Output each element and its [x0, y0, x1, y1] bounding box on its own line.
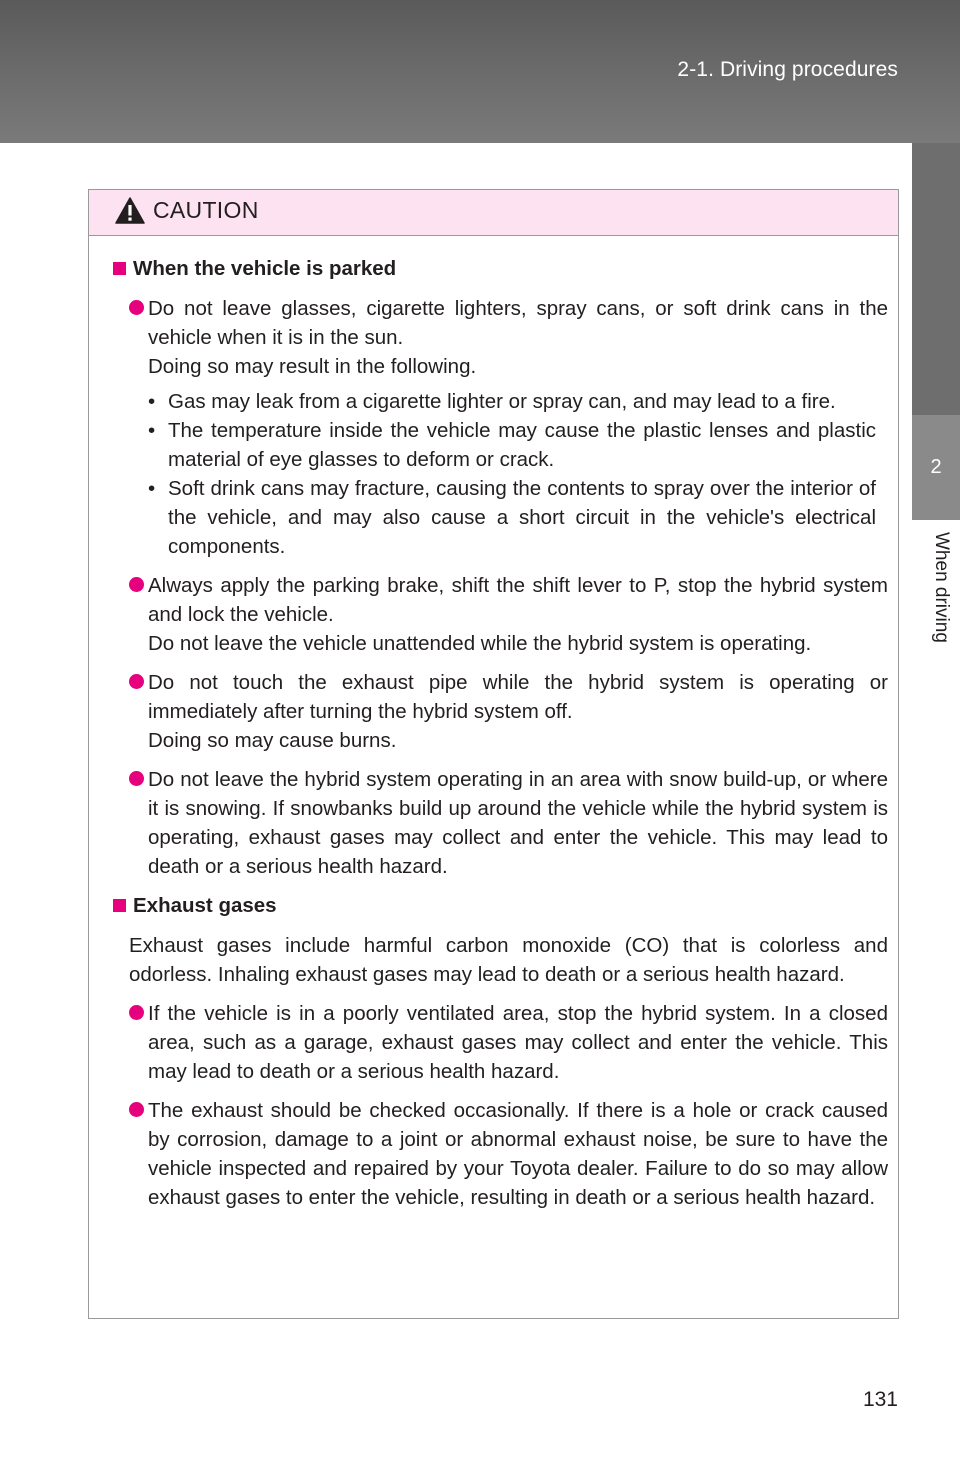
list-item: [129, 1096, 888, 1212]
sub-bullet-mark: •: [148, 419, 156, 442]
list-item-text: [148, 571, 888, 658]
square-bullet-icon: [113, 262, 126, 275]
list-item: [129, 668, 888, 755]
section-heading: [113, 891, 888, 920]
warning-triangle-icon: [115, 197, 145, 224]
caution-title: CAUTION: [153, 197, 259, 223]
list-item-text: [148, 765, 888, 881]
paragraph: Doing so may cause burns.: [148, 729, 397, 752]
list-item-text: [148, 999, 888, 1086]
dot-bullet-icon: [129, 674, 144, 689]
section-heading: [113, 254, 888, 283]
sub-list-item: [148, 416, 888, 474]
dot-bullet-icon: [129, 577, 144, 592]
side-tab-upper: [912, 143, 960, 415]
list-item: [129, 571, 888, 658]
dot-bullet-icon: [129, 771, 144, 786]
paragraph: Always apply the parking brake, shift the shift lever to P, stop the hybrid system and lock the vehicle.: [148, 574, 888, 626]
dot-bullet-icon: [129, 1102, 144, 1117]
list-item-text: [148, 668, 888, 755]
list-item-text: [148, 294, 888, 561]
sub-list-item-text: Soft drink cans may fracture, causing the contents to spray over the interior of the vehicle, and may also cause a short circuit in the vehicle's electrical components.: [168, 477, 876, 558]
dot-bullet-icon: [129, 300, 144, 315]
section-heading-text: When the vehicle is parked: [133, 257, 397, 280]
caution-body: [89, 236, 898, 1212]
caution-box: [88, 189, 899, 1319]
list-item: [129, 999, 888, 1086]
chapter-number: 2: [930, 456, 942, 478]
dot-bullet-icon: [129, 1005, 144, 1020]
paragraph: Do not leave the vehicle unattended while the hybrid system is operating.: [148, 632, 812, 655]
list-item-text: [148, 1096, 888, 1212]
paragraph: Do not leave the hybrid system operating in an area with snow build-up, or where it is snowing. If snowbanks build up around the vehicle while the hybrid system is operating, exhaust gases may collect and enter the vehicle. This may lead to death or a serious health hazard.: [148, 768, 888, 878]
list-item: [129, 294, 888, 561]
chapter-label: When driving: [931, 532, 952, 643]
section-heading-text: Exhaust gases: [133, 894, 277, 917]
caution-header: [89, 190, 898, 236]
sub-bullet-mark: •: [148, 477, 156, 500]
paragraph: The exhaust should be checked occasionally. If there is a hole or crack caused by corrosion, damage to a joint or abnormal exhaust noise, be sure to have the vehicle inspected and repaired by your Toyota dealer. Failure to do so may allow exhaust gases to enter the vehicle, resulting in death or a serious health hazard.: [148, 1099, 888, 1209]
paragraph: If the vehicle is in a poorly ventilated area, stop the hybrid system. In a closed area, such as a garage, exhaust gases may collect and enter the vehicle. This may lead to death or a serious health hazard.: [148, 1002, 888, 1083]
sub-bullet-mark: •: [148, 390, 156, 413]
section-title: 2-1. Driving procedures: [677, 58, 898, 81]
paragraph: Doing so may result in the following.: [148, 355, 477, 378]
sub-list: [148, 387, 888, 561]
sub-list-item-text: Gas may leak from a cigarette lighter or spray can, and may lead to a fire.: [168, 390, 836, 413]
sub-list-item: [148, 387, 888, 416]
paragraph: Do not leave glasses, cigarette lighters, spray cans, or soft drink cans in the vehicle when it is in the sun.: [148, 297, 888, 349]
paragraph: Do not touch the exhaust pipe while the hybrid system is operating or immediately after turning the hybrid system off.: [148, 671, 888, 723]
sub-list-item-text: The temperature inside the vehicle may cause the plastic lenses and plastic material of eye glasses to deform or crack.: [168, 419, 876, 471]
page-number: 131: [862, 1388, 898, 1411]
sub-list-item: [148, 474, 888, 561]
list-item: [129, 765, 888, 881]
square-bullet-icon: [113, 899, 126, 912]
section-intro: Exhaust gases include harmful carbon monoxide (CO) that is colorless and odorless. Inhaling exhaust gases may lead to death or a serious health hazard.: [129, 934, 888, 986]
